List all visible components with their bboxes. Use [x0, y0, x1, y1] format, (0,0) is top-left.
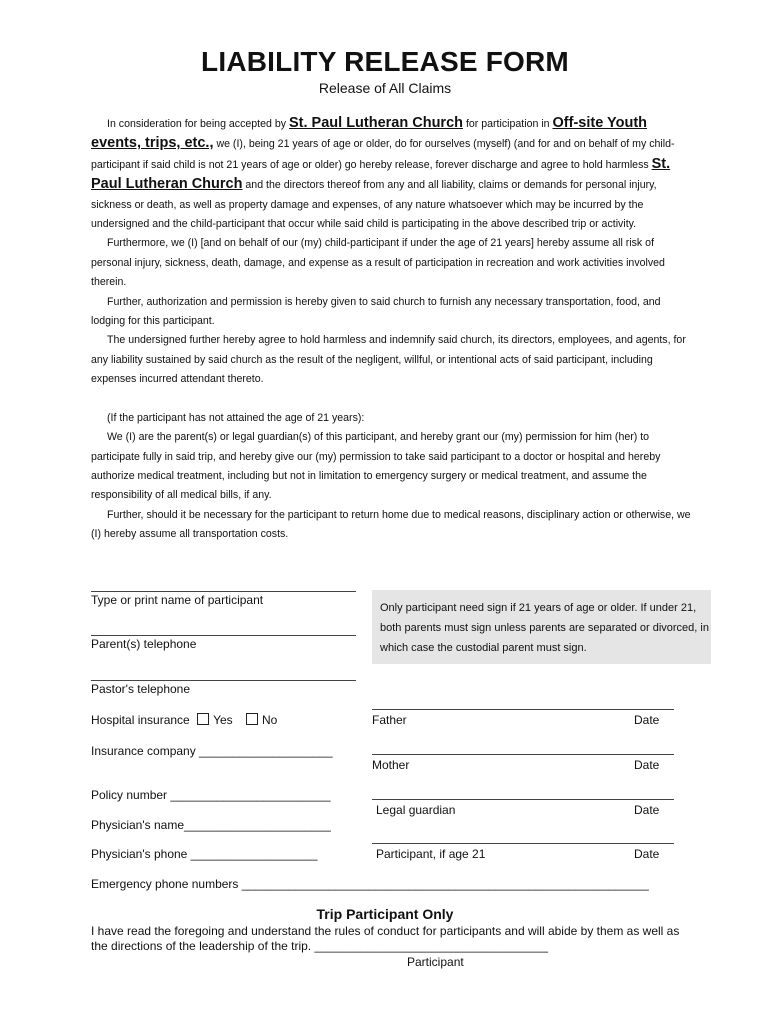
guardian-date-label: Date	[634, 803, 660, 817]
paragraph-transportation: Further, should it be necessary for the participant to return home due to medical reasons, disciplinary action or otherwise, we (I) hereby assume all transportation costs.	[91, 508, 691, 541]
mother-signature-line[interactable]	[372, 754, 674, 755]
participant-21-label: Participant, if age 21	[376, 847, 486, 861]
participant-name-line[interactable]	[91, 591, 356, 592]
page-subtitle: Release of All Claims	[318, 80, 452, 96]
mother-label: Mother	[372, 758, 410, 772]
guardian-signature-line[interactable]	[372, 799, 674, 800]
participant-signature-line[interactable]	[372, 843, 674, 844]
mother-date-label: Date	[634, 758, 660, 772]
hospital-insurance-label: Hospital insurance	[91, 713, 190, 727]
father-label: Father	[372, 713, 407, 727]
paragraph-authorization: Further, authorization and permission is hereby given to said church to furnish any necessary transportation, food, and lodging for this participant.	[91, 295, 661, 328]
father-date-label: Date	[634, 713, 660, 727]
paragraph-assume-risk: Furthermore, we (I) [and on behalf of our (my) child-participant if under the age of 21 years] hereby assume all risk of personal injury, sickness, death, damage, and expense as a result of participation in recreation and work activities involved therein.	[91, 237, 665, 289]
emergency-phone-field[interactable]: Emergency phone numbers _____________________________________________________________	[91, 877, 649, 891]
physician-name-field[interactable]: Physician's name______________________	[91, 818, 331, 832]
yes-checkbox[interactable]	[197, 713, 209, 725]
no-label: No	[261, 713, 278, 727]
paragraph-under-21: (If the participant has not attained the age of 21 years):	[107, 411, 365, 424]
page-title: LIABILITY RELEASE FORM	[201, 46, 569, 77]
yes-label: Yes	[213, 713, 233, 727]
activity-name: Off-site Youth events, trips, etc.,	[91, 115, 648, 152]
paragraph-parent-permission: We (I) are the parent(s) or legal guardian(s) of this participant, and hereby grant our (my) permission for him (her) to participate fully in said trip, and hereby give our (my) permission to take said participant to a doctor or hospital and hereby authorize medical treatment, including but not in limitation to emergency surgery or medical treatment, and assume the responsibility of all medical bills, if any.	[91, 431, 661, 502]
insurance-company-field[interactable]: Insurance company ____________________	[91, 744, 333, 758]
guardian-label: Legal guardian	[376, 803, 456, 817]
parent-phone-label: Parent(s) telephone	[91, 637, 197, 651]
church-name: St. Paul Lutheran Church	[288, 115, 463, 131]
physician-phone-field[interactable]: Physician's phone ___________________	[91, 847, 318, 861]
pastor-phone-label: Pastor's telephone	[91, 682, 191, 696]
paragraph-consideration: In consideration for being accepted by St. Paul Lutheran Church for participation in Off-site Youth events, trips, etc., we (I), being 21 years of age or older, do for ourselves (myself) (and for and on behalf of my child-participant if said child is not 21 years of age or older) go hereby release, forever discharge and agree to hold harmless St. Paul Lutheran Church and the directors thereof from any and all liability, claims or demands for personal injury, sickness or death, as well as property damage and expenses, of any nature whatsoever which may be incurred by the undersigned and the child-participant that occur while said child is participating in the above described trip or activity.	[91, 115, 675, 231]
trip-participant-title: Trip Participant Only	[316, 906, 454, 922]
parent-phone-line[interactable]	[91, 635, 356, 636]
release-text	[91, 114, 691, 545]
paragraph-indemnify: The undersigned further hereby agree to hold harmless and indemnify said church, its directors, employees, and agents, for any liability sustained by said church as the result of the negligent, willful, or intentional acts of said participant, including expenses incurred attendant thereto.	[91, 334, 686, 386]
father-signature-line[interactable]	[372, 709, 674, 710]
hospital-insurance-row	[91, 713, 277, 727]
trip-participant-text: I have read the foregoing and understand the rules of conduct for participants and will abide by them as well as the directions of the leadership of the trip. ___________________________________	[91, 924, 680, 953]
participant-sign-label: Participant	[407, 955, 464, 969]
policy-number-field[interactable]: Policy number ________________________	[91, 788, 331, 802]
pastor-phone-line[interactable]	[91, 680, 356, 681]
no-checkbox[interactable]	[246, 713, 258, 725]
participant-name-label: Type or print name of participant	[91, 593, 264, 607]
participant-date-label: Date	[634, 847, 660, 861]
church-name-2: St. Paul Lutheran Church	[91, 155, 671, 193]
signature-note: Only participant need sign if 21 years of age or older. If under 21, both parents must sign unless parents are separated or divorced, in which case the custodial parent must sign.	[372, 590, 711, 664]
